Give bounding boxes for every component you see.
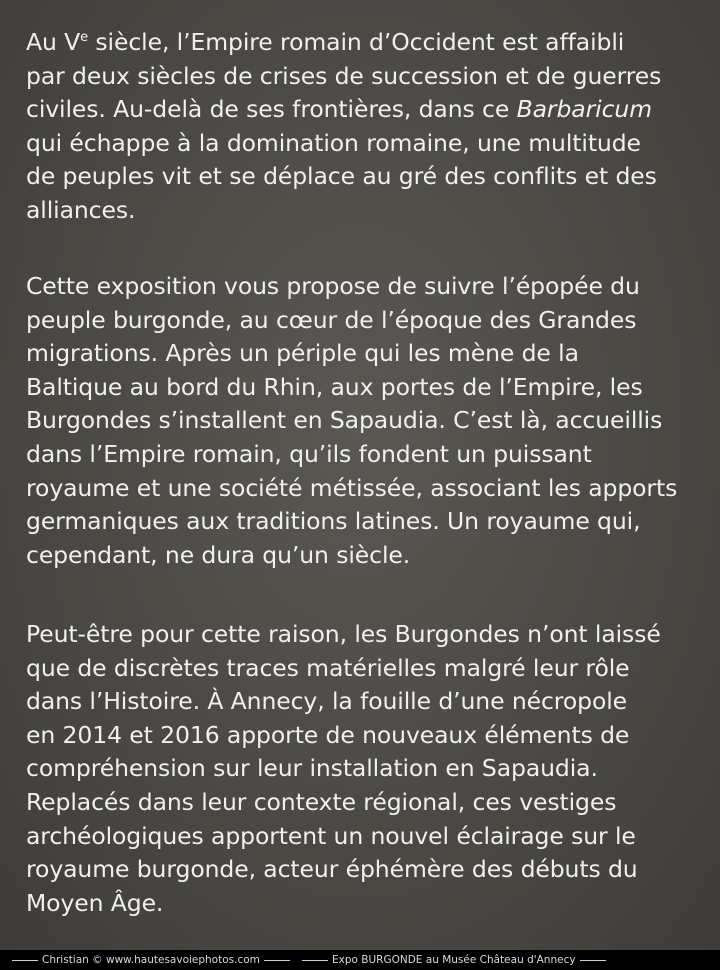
paragraph-line: qui échappe à la domination romaine, une multitude xyxy=(26,128,641,157)
paragraph-line: royaume burgonde, acteur éphémère des débuts du xyxy=(26,855,638,884)
paragraph-line: en 2014 et 2016 apporte de nouveaux éléments de xyxy=(26,720,630,749)
paragraph-line: par deux siècles de crises de succession et de guerres xyxy=(26,61,662,90)
divider xyxy=(264,960,290,961)
line-text: siècle, l’Empire romain d’Occident est affaibli xyxy=(88,28,625,56)
caption-text: Expo BURGONDE au Musée Château d'Annecy xyxy=(332,954,576,966)
paragraph-line: dans l’Histoire. À Annecy, la fouille d’une nécropole xyxy=(26,687,628,716)
paragraph-line xyxy=(26,26,706,60)
paragraph-line: Baltique au bord du Rhin, aux portes de l’Empire, les xyxy=(26,372,643,401)
paragraph-line: migrations. Après un périple qui les mène de la xyxy=(26,339,579,368)
divider xyxy=(302,960,328,961)
divider xyxy=(12,960,38,961)
line-text: Au V xyxy=(26,28,81,56)
paragraph-line: de peuples vit et se déplace au gré des conflits et des xyxy=(26,162,657,191)
paragraph-line: peuple burgonde, au cœur de l’époque des Grandes xyxy=(26,305,637,334)
superscript: e xyxy=(80,30,89,46)
photo-caption-bar xyxy=(0,950,720,970)
divider xyxy=(580,960,606,961)
credit-text: Christian © www.hautesavoiephotos.com xyxy=(42,954,260,966)
paragraph-line: dans l’Empire romain, qu’ils fondent un puissant xyxy=(26,439,592,468)
paragraph-3 xyxy=(26,618,706,920)
paragraph-line: germaniques aux traditions latines. Un royaume qui, xyxy=(26,507,641,536)
paragraph-line: royaume et une société métissée, associant les apports xyxy=(26,473,678,502)
paragraph-1 xyxy=(26,26,706,228)
paragraph-line: Burgondes s’installent en Sapaudia. C’est là, accueillis xyxy=(26,406,663,435)
paragraph-line: cependant, ne dura qu’un siècle. xyxy=(26,540,411,569)
paragraph-line: compréhension sur leur installation en Sapaudia. xyxy=(26,754,598,783)
photo-credit xyxy=(8,950,294,970)
paragraph-line: que de discrètes traces matérielles malgré leur rôle xyxy=(26,653,630,682)
line-text: civiles. Au-delà de ses frontières, dans ce xyxy=(26,95,517,124)
paragraph-line xyxy=(26,93,706,127)
paragraph-line: Moyen Âge. xyxy=(26,888,164,917)
paragraph-line: alliances. xyxy=(26,195,136,224)
paragraph-line: archéologiques apportent un nouvel éclairage sur le xyxy=(26,821,636,850)
exhibition-caption xyxy=(298,950,610,970)
paragraph-2 xyxy=(26,270,706,572)
paragraph-line: Replacés dans leur contexte régional, ces vestiges xyxy=(26,787,617,816)
paragraph-line: Peut-être pour cette raison, les Burgondes n’ont laissé xyxy=(26,620,661,648)
italic-term: Barbaricum xyxy=(516,95,652,124)
paragraph-line: Cette exposition vous propose de suivre l’épopée du xyxy=(26,272,640,300)
